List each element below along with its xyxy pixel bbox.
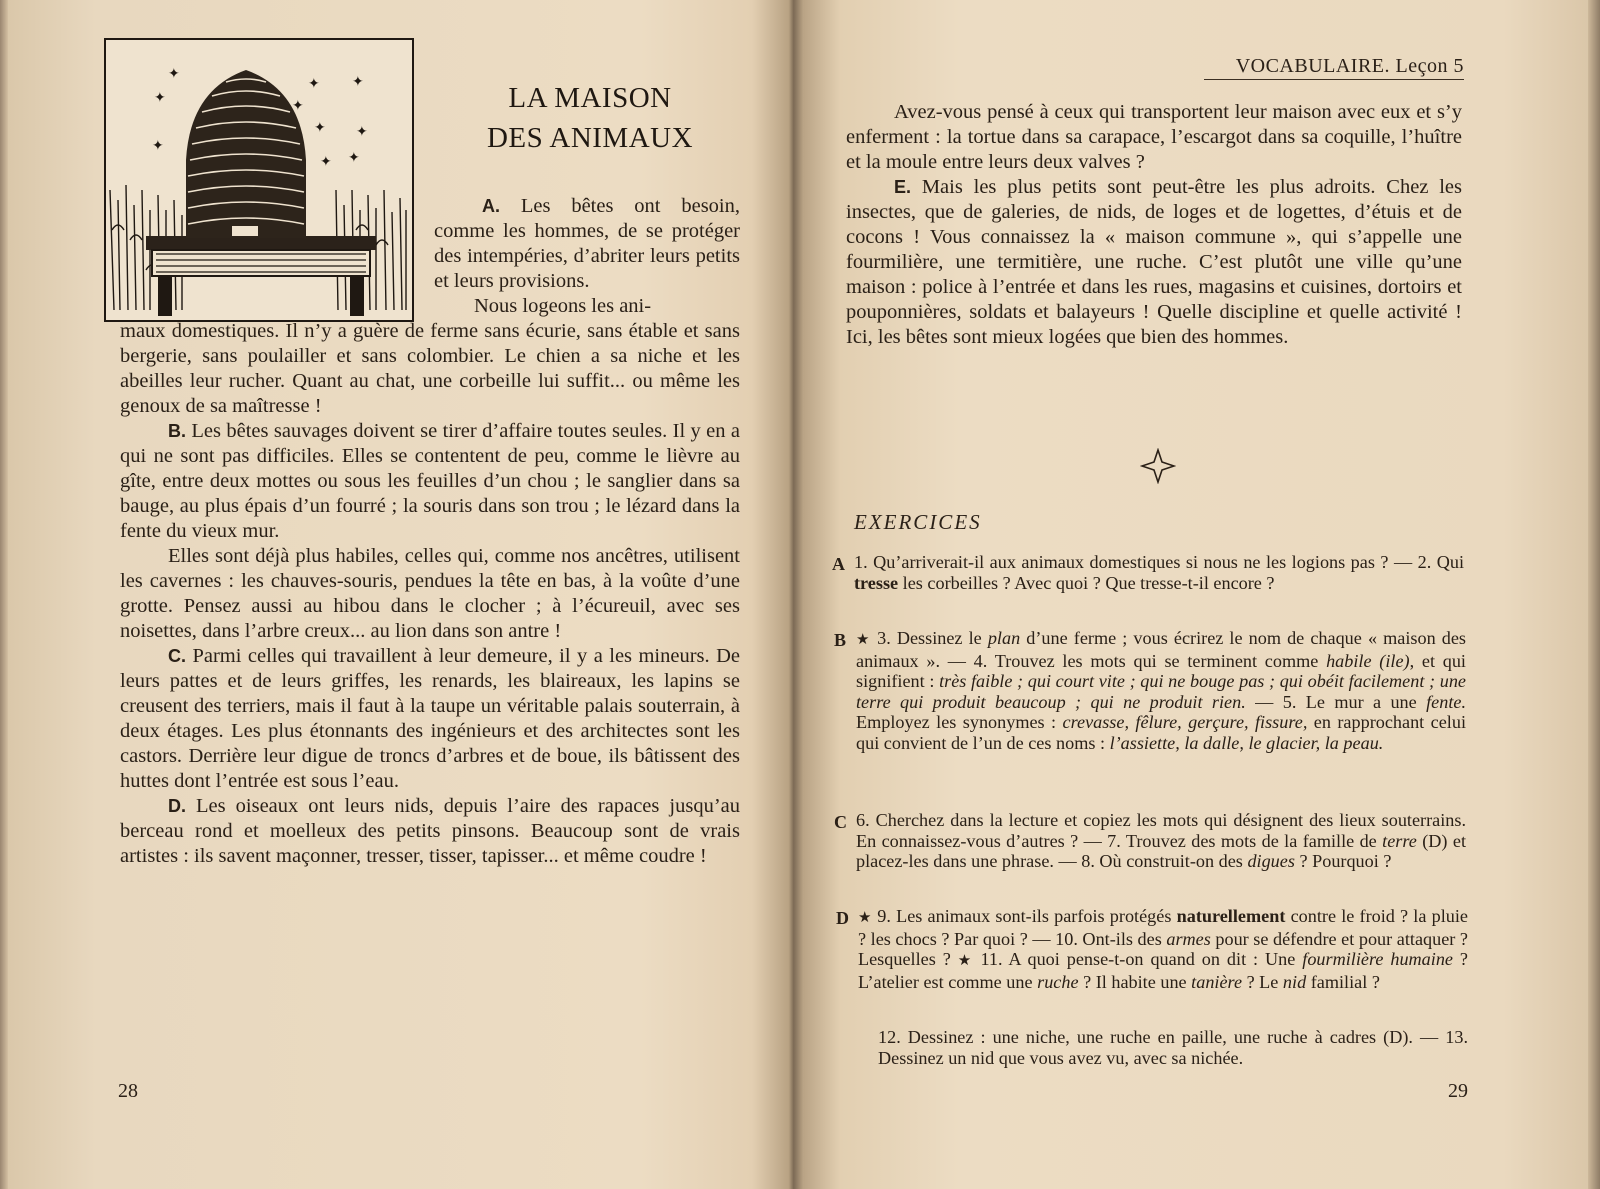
exercise-letter-d: D [836,908,849,928]
exercise-b-i5: crevasse, fêlure, gerçure, fissure, [1062,712,1308,732]
exercise-a [832,552,1464,593]
left-page [0,0,790,1189]
section-label-a: A. [482,196,500,216]
paragraph-a [434,194,740,294]
exercise-b-t2: d’une ferme ; vous écrirez le nom de chaque « maison des animaux ». — 4. Trouvez les mots qui se terminent comme [856,628,1467,671]
paragraph-a-text: Les bêtes ont besoin, comme les hommes, de se protéger des intempéries, d’abriter leurs petits et leurs provisions. [434,195,740,292]
exercise-d-i4: tanière [1191,971,1243,992]
star-icon: ★ [856,632,871,648]
exercise-b-t4: — 5. Le mur a une [1245,691,1427,712]
exercise-d-t8: familial ? [1306,971,1380,992]
paragraph-carry: Avez-vous pensé à ceux qui transportent leur maison avec eux et s’y enferment : la tortue dans sa carapace, l’escargot dans sa coquille, l’huître et la moule entre leurs deux valves ? [846,101,1462,173]
exercise-b-t6: en rapprochant celui qui convient de l’un de ces noms : [856,712,1466,753]
exercise-b-t1: 3. Dessinez le [877,628,988,648]
exercise-b-i2: habile (ile) [1326,650,1410,671]
exercise-b [834,628,1467,753]
paragraph-caves: Elles sont déjà plus habiles, celles qui, comme nos ancêtres, utilisent les cavernes : les chauves-souris, pendues la tête en bas, à la voûte d’une grotte. Pensez aussi au hibou dans le clocher ; à l’écureuil, avec ses noisettes, dans l’arbre creux... au lion dans son antre ! [120,545,740,642]
exercise-b-t5: Employez les synonymes : [856,712,1063,732]
exercise-a-t1: 1. Qu’arriverait-il aux animaux domestiques si nous ne les logions pas ? — 2. Qui [854,552,1464,572]
paragraph-d-text: Les oiseaux ont leurs nids, depuis l’aire des rapaces jusqu’au berceau rond et moelleux des petits pinsons. Beaucoup sont de vrais artistes : ils savent maçonner, tresser, tisser, tapisser... et même coudre ! [120,795,741,867]
page-number-right: 29 [1448,1080,1468,1102]
exercise-b-i3: très faible ; qui court vite ; qui ne bouge pas ; qui obéit facilement ; une terre qui produit beaucoup ; qui ne produit rien. [856,671,1466,712]
exercise-c-i1: terre [1382,830,1417,851]
star-icon: ★ [957,953,974,969]
paragraph-e [846,175,1462,350]
exercise-b-i6: l’assiette, la dalle, le glacier, la peau. [1109,732,1384,753]
exercise-a-text [854,552,1464,593]
exercise-d-t3: pour se défendre et pour attaquer ? Lesquelles ? [858,928,1468,969]
paragraph-e-text: Mais les plus petits sont peut-être les plus adroits. Chez les insectes, que de galeries, de nids, de loges et de logettes, d’étuis et de cocons ! Vous connaissez la « maison commune », qui s’appelle une fourmilière, une termitière, une ruche. C’est plutôt une ville qu’une maison : police à l’entrée et dans les rues, magasins et cuisines, dortoirs et pouponnières, soldats et balayeurs ! Quelle discipline et quelle activité ! Ici, les bêtes sont mieux logées que bien des hommes. [846,176,1462,348]
paragraph-c-text: Parmi celles qui travaillent à leur demeure, il y a les mineurs. De leurs pattes et de leurs griffes, les renards, les blaireaux, les lapins se creusent des terriers, mais il faut à la taupe un véritable palais souterrain, à deux étages. Les plus étonnants des ingénieurs et des architectes sont les castors. Derrière leur digue de troncs d’arbres et de boue, ils bâtissent des huttes dont l’entrée est sous l’eau. [120,645,740,792]
left-main-text [120,319,740,869]
paragraph-domestic-start-text: Nous logeons les ani- [474,295,652,317]
svg-text:✦: ✦ [152,138,164,154]
beehive-illustration [104,38,414,322]
exercise-d-t6: ? Il habite une [1078,971,1192,992]
paragraph-domestic-start [434,294,740,319]
star-icon: ★ [858,910,873,926]
exercise-c-text [856,810,1466,872]
exercise-b-i4: fente. [1426,691,1467,712]
page-title [440,78,740,158]
paragraph-b [120,419,740,544]
paragraph-c [120,644,740,794]
right-main-text [846,100,1462,350]
exercise-c-i2: digues [1247,851,1295,871]
paragraph-domestic: maux domestiques. Il n’y a guère de ferme sans écurie, sans étable et sans bergerie, sans poulailler et sans colombier. Le chien a sa niche et les abeilles leur rucher. Quant au chat, une corbeille lui suffit... ou même les genoux de sa maîtresse ! [120,320,740,417]
section-label-c: C. [168,646,186,666]
exercise-c [834,810,1466,872]
exercise-d-i1: armes [1166,928,1211,949]
paragraph-d [120,794,740,869]
title-line-2: DES ANIMAUX [486,122,694,154]
exercise-letter-a: A [832,554,845,574]
exercise-d-i5: nid [1282,971,1307,992]
page-number-left: 28 [118,1080,138,1102]
svg-text:✦: ✦ [168,66,180,82]
section-label-d: D. [168,796,186,816]
svg-text:✦: ✦ [352,74,364,90]
paragraph-b-text: Les bêtes sauvages doivent se tirer d’affaire toutes seules. Il y en a qui ne sont pas difficiles. Elles se contentent de peu, comme le lièvre au gîte, entre deux mottes ou sous les feuilles d’un chou ; le sanglier dans sa bauge, au plus épais d’un fourré ; la souris dans son trou ; le lézard dans la fente du vieux mur. [120,420,740,542]
exercise-d-i3: ruche [1037,971,1079,992]
exercise-d-text [858,906,1468,992]
svg-text:✦: ✦ [154,90,166,106]
exercise-b-text [856,628,1466,753]
exercise-d-i2: fourmilière humaine [1302,949,1453,969]
exercise-letter-b: B [834,630,847,650]
beehive-woodcut-image [106,40,412,320]
exercise-a-bold: tresse [854,572,899,593]
running-header: VOCABULAIRE. Leçon 5 [1204,54,1464,80]
exercise-12-13 [878,1027,1468,1068]
exercise-c-t2: (D) et placez-les dans une phrase. — 8. Où construit-on des [856,830,1466,871]
intro-wrapped-text [434,194,740,319]
svg-text:✦: ✦ [348,150,360,166]
svg-text:✦: ✦ [314,120,326,136]
section-label-b: B. [168,421,186,441]
svg-text:✦: ✦ [308,76,320,92]
exercise-d-bold: naturellement [1176,906,1286,926]
exercises-title: EXERCICES [854,510,982,534]
exercise-d-t2: contre le froid ? la pluie ? les chocs ? Par quoi ? — 10. Ont-ils des [858,906,1468,949]
section-label-e: E. [894,177,912,197]
exercise-b-t3: , et qui signifient : [856,650,1466,691]
exercise-letter-c: C [834,812,847,832]
exercise-12-text: 12. Dessinez : une niche, une ruche en paille, une ruche à cadres (D). — 13. Dessinez un nid que vous avez vu, avec sa nichée. [878,1027,1468,1068]
exercise-c-t1: 6. Cherchez dans la lecture et copiez les mots qui désignent des lieux souterrains. En connaissez-vous d’autres ? — 7. Trouvez des mots de la famille de [856,810,1466,851]
exercise-d [836,906,1468,992]
exercise-d-t4: 11. A quoi pense-t-on quand on dit : Une [973,949,1303,969]
exercise-d-t1: 9. Les animaux sont-ils parfois protégés [877,906,1177,926]
exercise-a-t2: les corbeilles ? Avec quoi ? Que tresse-t-il encore ? [898,572,1275,593]
svg-text:✦: ✦ [320,154,332,170]
page-edge-right [1588,0,1600,1189]
svg-text:✦: ✦ [292,98,304,114]
ornament-divider [1140,448,1176,484]
svg-text:✦: ✦ [356,124,368,140]
exercise-d-t7: ? Le [1242,971,1283,992]
exercise-c-t3: ? Pourquoi ? [1294,851,1392,871]
exercise-b-i1: plan [987,628,1021,648]
exercise-d-t5: ? L’atelier est comme une [858,949,1468,992]
title-line-1: LA MAISON [508,82,672,114]
